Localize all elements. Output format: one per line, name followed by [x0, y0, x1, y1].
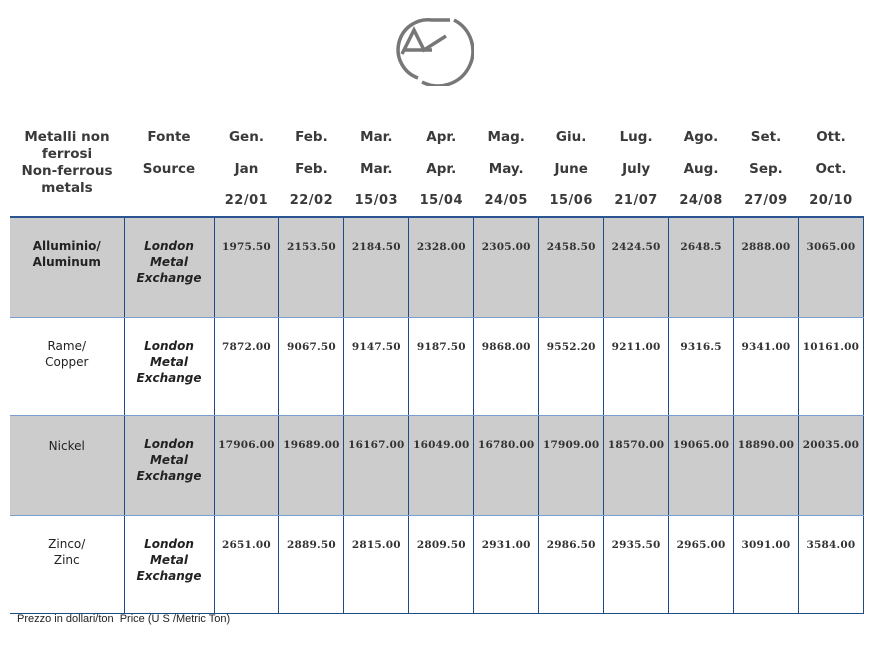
header-metal-line: Non-ferrous [21, 163, 113, 179]
price-cell: 19689.00 [279, 416, 344, 516]
price-cell: 2305.00 [474, 217, 539, 318]
price-cell: 9316.5 [669, 318, 734, 416]
month-date: 15/04 [419, 193, 463, 208]
month-en: Oct. [815, 161, 847, 177]
price-cell: 17909.00 [539, 416, 604, 516]
month-it: Lug. [619, 129, 653, 145]
price-cell: 2935.50 [604, 516, 669, 614]
month-date: 20/10 [809, 193, 853, 208]
price-cell: 16780.00 [474, 416, 539, 516]
month-it: Ott. [816, 129, 846, 145]
month-date: 22/01 [224, 193, 269, 208]
month-date: 15/03 [354, 193, 399, 208]
month-en: Sep. [749, 161, 783, 177]
price-cell: 2651.00 [214, 516, 279, 614]
metal-name-en: Zinc [53, 553, 80, 567]
header-metal-line: metals [41, 180, 93, 196]
price-cell: 20035.00 [798, 416, 863, 516]
month-it: Mar. [360, 129, 393, 145]
price-cell: 2184.50 [344, 217, 409, 318]
price-cell: 2889.50 [279, 516, 344, 614]
month-en: Feb. [295, 161, 328, 177]
price-cell: 18570.00 [604, 416, 669, 516]
month-column-header [409, 120, 474, 217]
source-line: Exchange [136, 469, 202, 483]
metal-name-cell [10, 416, 124, 516]
price-cell: 9187.50 [409, 318, 474, 416]
month-en: July [622, 161, 651, 177]
month-date: 24/05 [484, 193, 528, 208]
metal-name-it: Rame/ [47, 339, 87, 353]
metal-name-en: Aluminum [32, 255, 101, 269]
metal-prices-table [10, 120, 864, 614]
metal-column-header [10, 120, 124, 217]
price-cell: 3065.00 [798, 217, 863, 318]
price-cell: 7872.00 [214, 318, 279, 416]
metal-name-it: Zinco/ [48, 537, 86, 551]
metal-name-en: Copper [45, 355, 89, 369]
source-cell [124, 416, 214, 516]
month-en: Apr. [426, 161, 457, 177]
price-cell: 10161.00 [798, 318, 863, 416]
source-cell [124, 318, 214, 416]
price-cell: 3584.00 [798, 516, 863, 614]
price-cell: 2648.5 [669, 217, 734, 318]
month-column-header [539, 120, 604, 217]
metal-name-cell [10, 516, 124, 614]
metal-name-cell [10, 318, 124, 416]
header-source-it: Fonte [147, 129, 191, 145]
month-column-header [214, 120, 279, 217]
price-cell: 2424.50 [604, 217, 669, 318]
source-line: Exchange [136, 371, 202, 385]
price-cell: 9211.00 [604, 318, 669, 416]
header-source-en: Source [142, 161, 196, 177]
table-row-copper [10, 318, 864, 416]
source-cell [124, 516, 214, 614]
month-column-header [279, 120, 344, 217]
price-cell: 9868.00 [474, 318, 539, 416]
price-cell: 2931.00 [474, 516, 539, 614]
month-en: June [554, 161, 588, 177]
price-cell: 9552.20 [539, 318, 604, 416]
price-cell: 17906.00 [214, 416, 279, 516]
price-cell: 2809.50 [409, 516, 474, 614]
price-cell: 2965.00 [669, 516, 734, 614]
month-it: Gen. [228, 129, 264, 145]
table-row-nickel [10, 416, 864, 516]
month-date: 24/08 [679, 193, 723, 208]
month-en: Mar. [360, 161, 393, 177]
month-column-header [798, 120, 863, 217]
month-it: Feb. [295, 129, 328, 145]
month-en: Aug. [683, 161, 719, 177]
month-en: Jan [234, 161, 259, 177]
price-cell: 2888.00 [734, 217, 799, 318]
price-cell: 2815.00 [344, 516, 409, 614]
month-column-header [344, 120, 409, 217]
month-column-header [604, 120, 669, 217]
month-it: Ago. [683, 129, 719, 145]
source-line: London Metal [144, 339, 194, 369]
month-it: Mag. [487, 129, 525, 145]
month-en: May. [488, 161, 524, 177]
price-cell: 9341.00 [734, 318, 799, 416]
month-it: Apr. [426, 129, 457, 145]
price-cell: 18890.00 [734, 416, 799, 516]
month-date: 15/06 [549, 193, 593, 208]
metal-name-cell [10, 217, 124, 318]
metal-name-it: Alluminio/ [32, 239, 101, 253]
month-column-header [734, 120, 799, 217]
header-metal-line: Metalli non [24, 129, 110, 145]
table-row-zinc [10, 516, 864, 614]
month-date: 27/09 [744, 193, 788, 208]
month-date: 21/07 [614, 193, 658, 208]
price-cell: 16049.00 [409, 416, 474, 516]
price-cell: 19065.00 [669, 416, 734, 516]
source-line: London Metal [144, 239, 194, 269]
source-line: London Metal [144, 537, 194, 567]
price-cell: 1975.50 [214, 217, 279, 318]
month-it: Giu. [555, 129, 587, 145]
price-cell: 2986.50 [539, 516, 604, 614]
source-line: London Metal [144, 437, 194, 467]
month-column-header [474, 120, 539, 217]
price-cell: 2328.00 [409, 217, 474, 318]
source-line: Exchange [136, 569, 202, 583]
price-cell: 9147.50 [344, 318, 409, 416]
source-cell [124, 217, 214, 318]
table-row-aluminum [10, 217, 864, 318]
price-cell: 3091.00 [734, 516, 799, 614]
table-header-row [10, 120, 864, 217]
price-cell: 2153.50 [279, 217, 344, 318]
month-it: Set. [750, 129, 782, 145]
metal-name: Nickel [48, 439, 85, 453]
price-cell: 16167.00 [344, 416, 409, 516]
source-line: Exchange [136, 271, 202, 285]
header-metal-line: ferrosi [41, 146, 93, 162]
source-column-header [124, 120, 214, 217]
price-cell: 9067.50 [279, 318, 344, 416]
month-column-header [669, 120, 734, 217]
price-unit-footnote: Prezzo in dollari/ton Price (U S /Metric Ton) [17, 613, 231, 625]
month-date: 22/02 [289, 193, 334, 208]
company-logo-icon [396, 14, 474, 86]
price-cell: 2458.50 [539, 217, 604, 318]
